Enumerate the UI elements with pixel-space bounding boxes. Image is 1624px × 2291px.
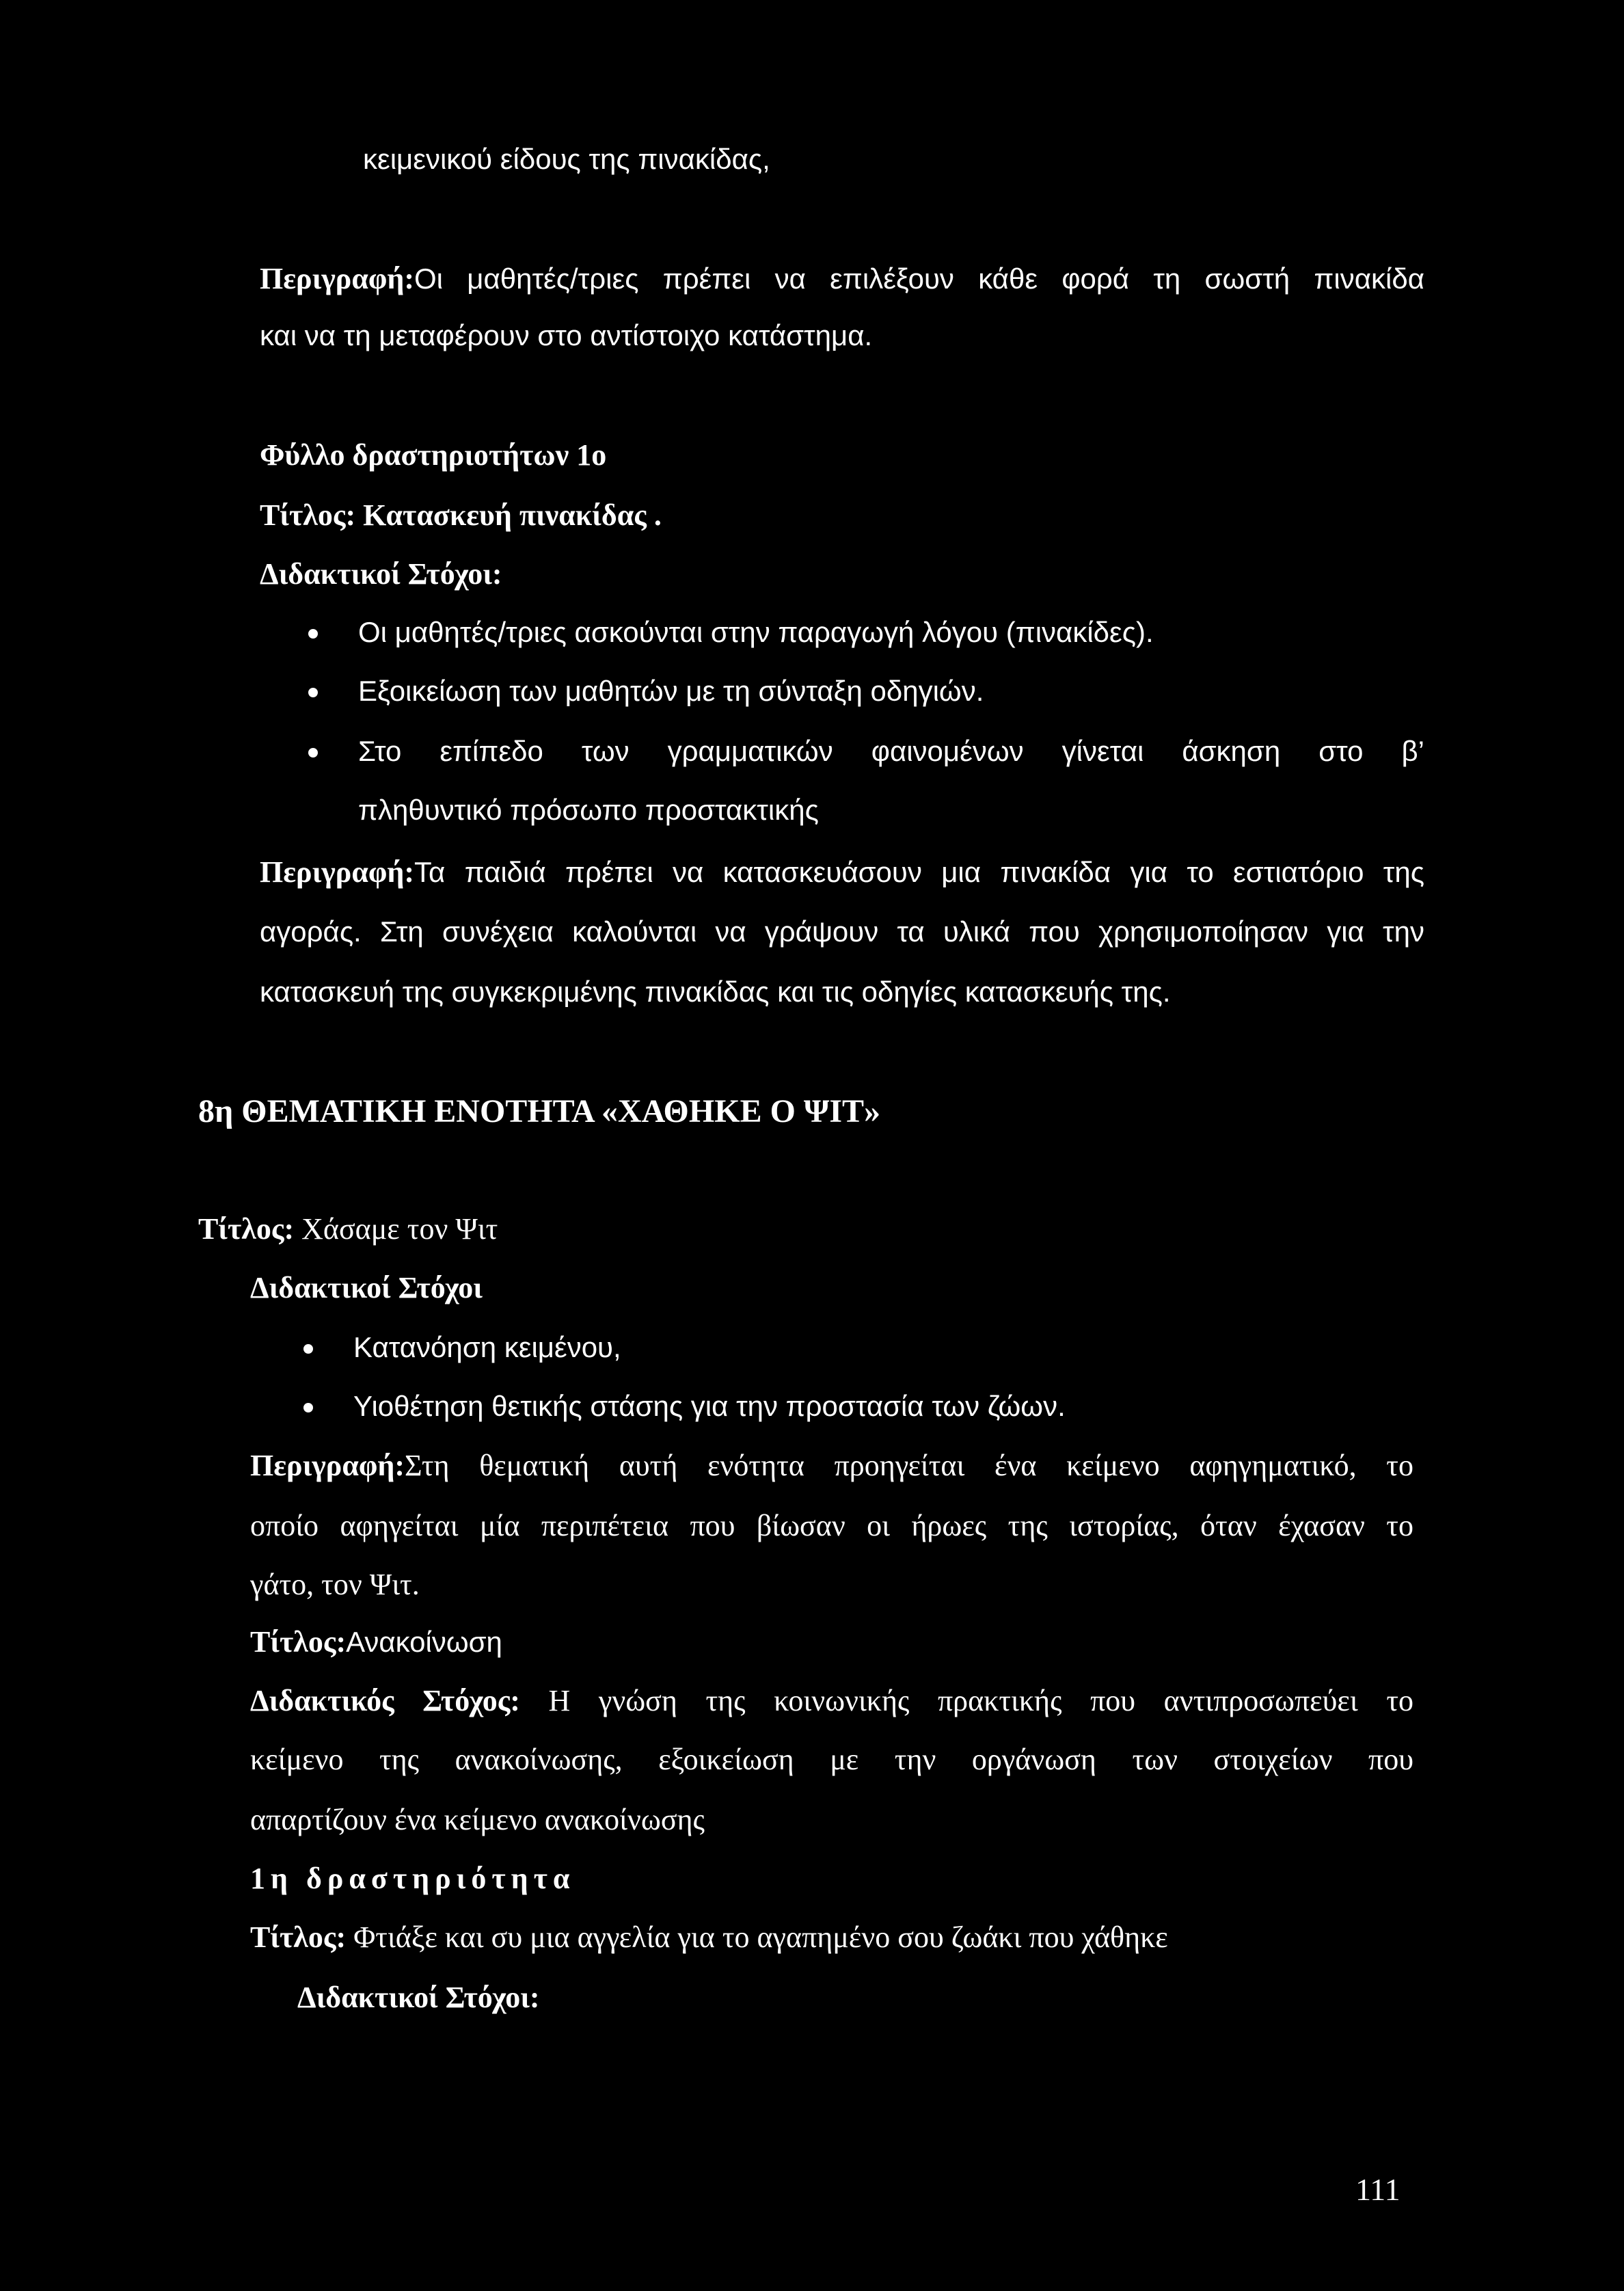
goal-item-2: Εξοικείωση των μαθητών με τη σύνταξη οδηγιών. — [358, 675, 984, 707]
teaching-goal-line-1 — [250, 1686, 1413, 1716]
goal-item-1: Κατανόηση κειμένου, — [353, 1331, 621, 1363]
title-label: Τίτλος: — [250, 1625, 347, 1659]
description-text: Τα παιδιά πρέπει να κατασκευάσουν μια πινακίδα για το εστιατόριο της — [414, 856, 1424, 888]
description-paragraph-2-line-1 — [260, 857, 1424, 887]
title-label: Τίτλος: — [198, 1212, 295, 1246]
description-label: Περιγραφή: — [260, 262, 414, 295]
goal-item-2: Υιοθέτηση θετικής στάσης για την προστασία των ζώων. — [353, 1390, 1066, 1422]
intro-line: κειμενικού είδους της πινακίδας, — [363, 143, 770, 175]
description-paragraph-3-line-2: οποίο αφηγείται μία περιπέτεια που βίωσαν οι ήρωες της ιστορίας, όταν έχασαν το — [250, 1509, 1413, 1542]
bullet-icon — [303, 1344, 313, 1354]
description-paragraph-1-line-2: και να τη μεταφέρουν στο αντίστοιχο κατάστημα. — [260, 319, 873, 351]
description-text: Οι μαθητές/τριες πρέπει να επιλέξουν κάθε φορά τη σωστή πινακίδα — [414, 263, 1424, 295]
description-label: Περιγραφή: — [250, 1449, 405, 1482]
title-value: Φτιάξε και συ μια αγγελία για το αγαπημένο σου ζωάκι που χάθηκε — [346, 1920, 1168, 1954]
activity-title-line — [250, 1922, 1168, 1953]
goal-item-3-continuation: πληθυντικό πρόσωπο προστακτικής — [358, 794, 819, 826]
bullet-icon — [308, 688, 318, 697]
unit-title-line — [198, 1214, 498, 1244]
bullet-icon — [303, 1403, 313, 1412]
description-paragraph-3-line-3: γάτο, τον Ψιτ. — [250, 1568, 420, 1601]
teaching-goal-line-2: κείμενο της ανακοίνωσης, εξοικείωση με την οργάνωση των στοιχείων που — [250, 1743, 1413, 1776]
goal-item-1: Οι μαθητές/τριες ασκούνται στην παραγωγή λόγου (πινακίδες). — [358, 616, 1154, 648]
activity-heading: 1η δραστηριότητα — [250, 1862, 576, 1895]
description-paragraph-2-line-2: αγοράς. Στη συνέχεια καλούνται να γράψουν τα υλικά που χρησιμοποίησαν για την — [260, 915, 1424, 948]
activity-sheet-title: Φύλλο δραστηριοτήτων 1ο — [260, 438, 607, 472]
activity-sheet-title-line: Τίτλος: Κατασκευή πινακίδας . — [260, 498, 662, 532]
description-label: Περιγραφή: — [260, 855, 414, 889]
bullet-icon — [308, 748, 318, 758]
description-paragraph-3-line-1 — [250, 1451, 1413, 1481]
bullet-icon — [308, 629, 318, 639]
description-paragraph-1-line-1 — [260, 264, 1424, 294]
teaching-goal-line-3: απαρτίζουν ένα κείμενο ανακοίνωσης — [250, 1803, 705, 1836]
goal-item-3: Στο επίπεδο των γραμματικών φαινομένων γίνεται άσκηση στο β’ — [358, 735, 1424, 767]
unit-heading: 8η ΘΕΜΑΤΙΚΗ ΕΝΟΤΗΤΑ «ΧΑΘΗΚΕ Ο ΨΙΤ» — [198, 1093, 881, 1129]
page-number: 111 — [1355, 2172, 1400, 2207]
teaching-goals-label: Διδακτικοί Στόχοι: — [260, 557, 502, 591]
description-paragraph-2-line-3: κατασκευή της συγκεκριμένης πινακίδας και τις οδηγίες κατασκευής της. — [260, 976, 1171, 1008]
teaching-goal-label: Διδακτικός Στόχος: — [250, 1684, 520, 1717]
title-value: Ανακοίνωση — [346, 1626, 502, 1658]
teaching-goals-label: Διδακτικοί Στόχοι — [250, 1271, 483, 1304]
title-value: Χάσαμε τον Ψιτ — [294, 1212, 498, 1246]
teaching-goals-label: Διδακτικοί Στόχοι: — [297, 1981, 540, 2014]
teaching-goal-text: Η γνώση της κοινωνικής πρακτικής που αντιπροσωπεύει το — [519, 1684, 1414, 1717]
title-label: Τίτλος: — [250, 1920, 347, 1954]
description-text: Στη θεματική αυτή ενότητα προηγείται ένα κείμενο αφηγηματικό, το — [405, 1449, 1413, 1482]
announcement-title-line — [250, 1627, 502, 1657]
